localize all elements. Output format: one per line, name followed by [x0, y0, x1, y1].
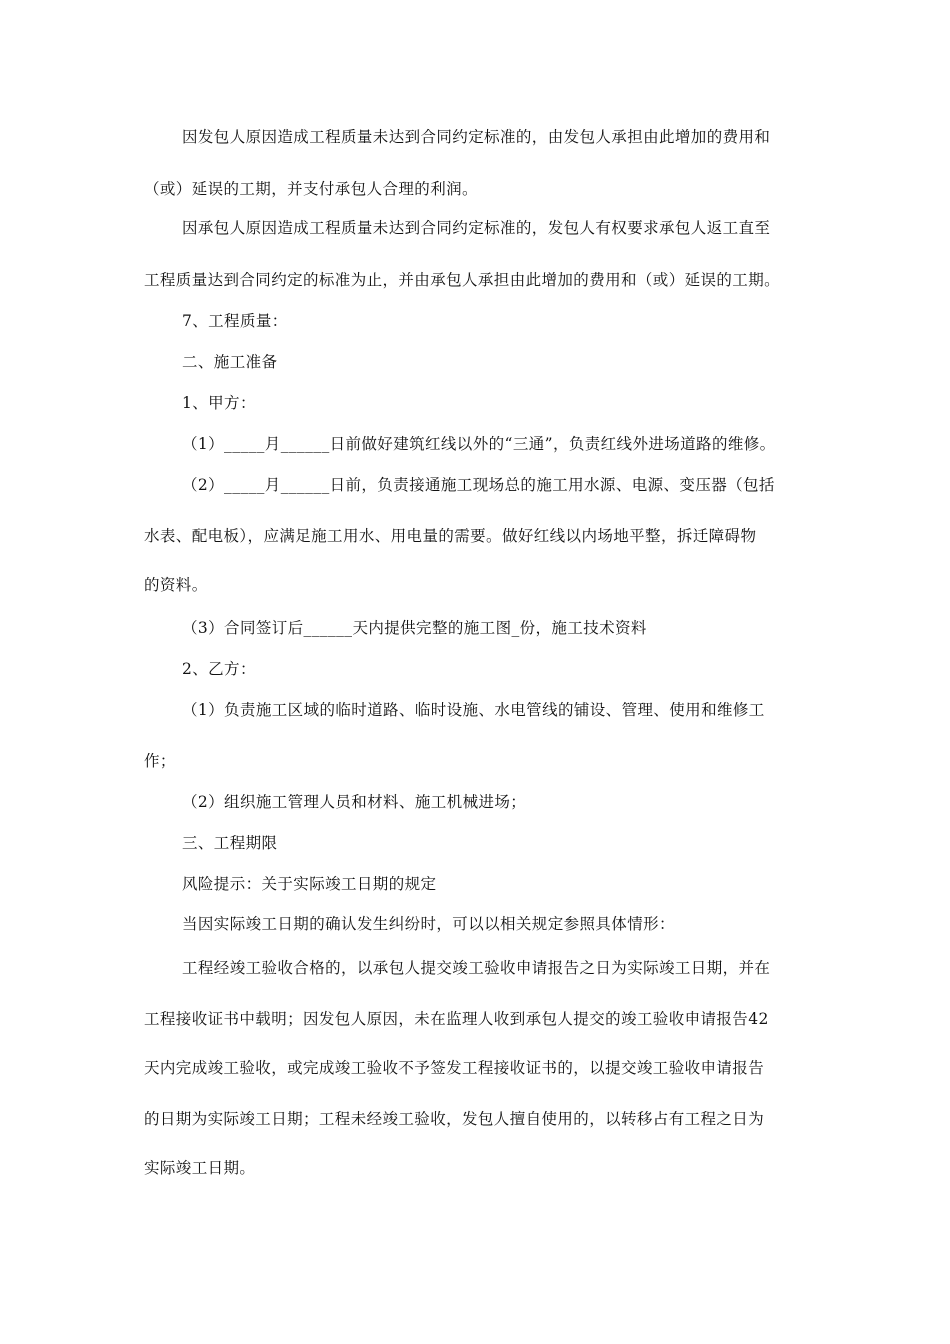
body-text-line: 工程接收证书中载明；因发包人原因，未在监理人收到承包人提交的竣工验收申请报告42: [144, 1010, 769, 1028]
body-text-line: 的资料。: [144, 576, 208, 594]
section-heading: 1、甲方：: [182, 394, 256, 412]
section-heading: 2、乙方：: [182, 660, 256, 678]
body-text-line: （1）负责施工区域的临时道路、临时设施、水电管线的铺设、管理、使用和维修工: [182, 701, 765, 719]
body-text-line: 作；: [144, 752, 176, 770]
section-heading: 二、施工准备: [182, 353, 278, 371]
body-text-line: 因承包人原因造成工程质量未达到合同约定标准的，发包人有权要求承包人返工直至: [182, 219, 771, 237]
body-text-line: （2）组织施工管理人员和材料、施工机械进场；: [182, 793, 527, 811]
body-text-line: 天内完成竣工验收，或完成竣工验收不予签发工程接收证书的，以提交竣工验收申请报告: [144, 1059, 765, 1077]
body-text-line: 的日期为实际竣工日期；工程未经竣工验收，发包人擅自使用的，以转移占有工程之日为: [144, 1110, 765, 1128]
body-text-line: 工程经竣工验收合格的，以承包人提交竣工验收申请报告之日为实际竣工日期，并在: [182, 959, 771, 977]
risk-tip-heading: 风险提示：关于实际竣工日期的规定: [182, 875, 437, 893]
body-text-line: 工程质量达到合同约定的标准为止，并由承包人承担由此增加的费用和（或）延误的工期。: [144, 271, 781, 289]
body-text-line: （2）_____月______日前，负责接通施工现场总的施工用水源、电源、变压器（包括: [182, 476, 775, 494]
body-text-line: 水表、配电板），应满足施工用水、用电量的需要。做好红线以内场地平整，拆迁障碍物: [144, 527, 757, 545]
section-heading: 7、工程质量：: [182, 312, 288, 330]
body-text-line: 因发包人原因造成工程质量未达到合同约定标准的，由发包人承担由此增加的费用和: [182, 128, 771, 146]
body-text-line: （3）合同签订后______天内提供完整的施工图_份，施工技术资料: [182, 619, 647, 637]
body-text-line: 当因实际竣工日期的确认发生纠纷时，可以以相关规定参照具体情形：: [182, 915, 675, 933]
body-text-line: （1）_____月______日前做好建筑红线以外的“三通”，负责红线外进场道路的维修。: [182, 435, 776, 453]
body-text-line: （或）延误的工期，并支付承包人合理的利润。: [144, 180, 478, 198]
section-heading: 三、工程期限: [182, 834, 278, 852]
body-text-line: 实际竣工日期。: [144, 1159, 256, 1177]
